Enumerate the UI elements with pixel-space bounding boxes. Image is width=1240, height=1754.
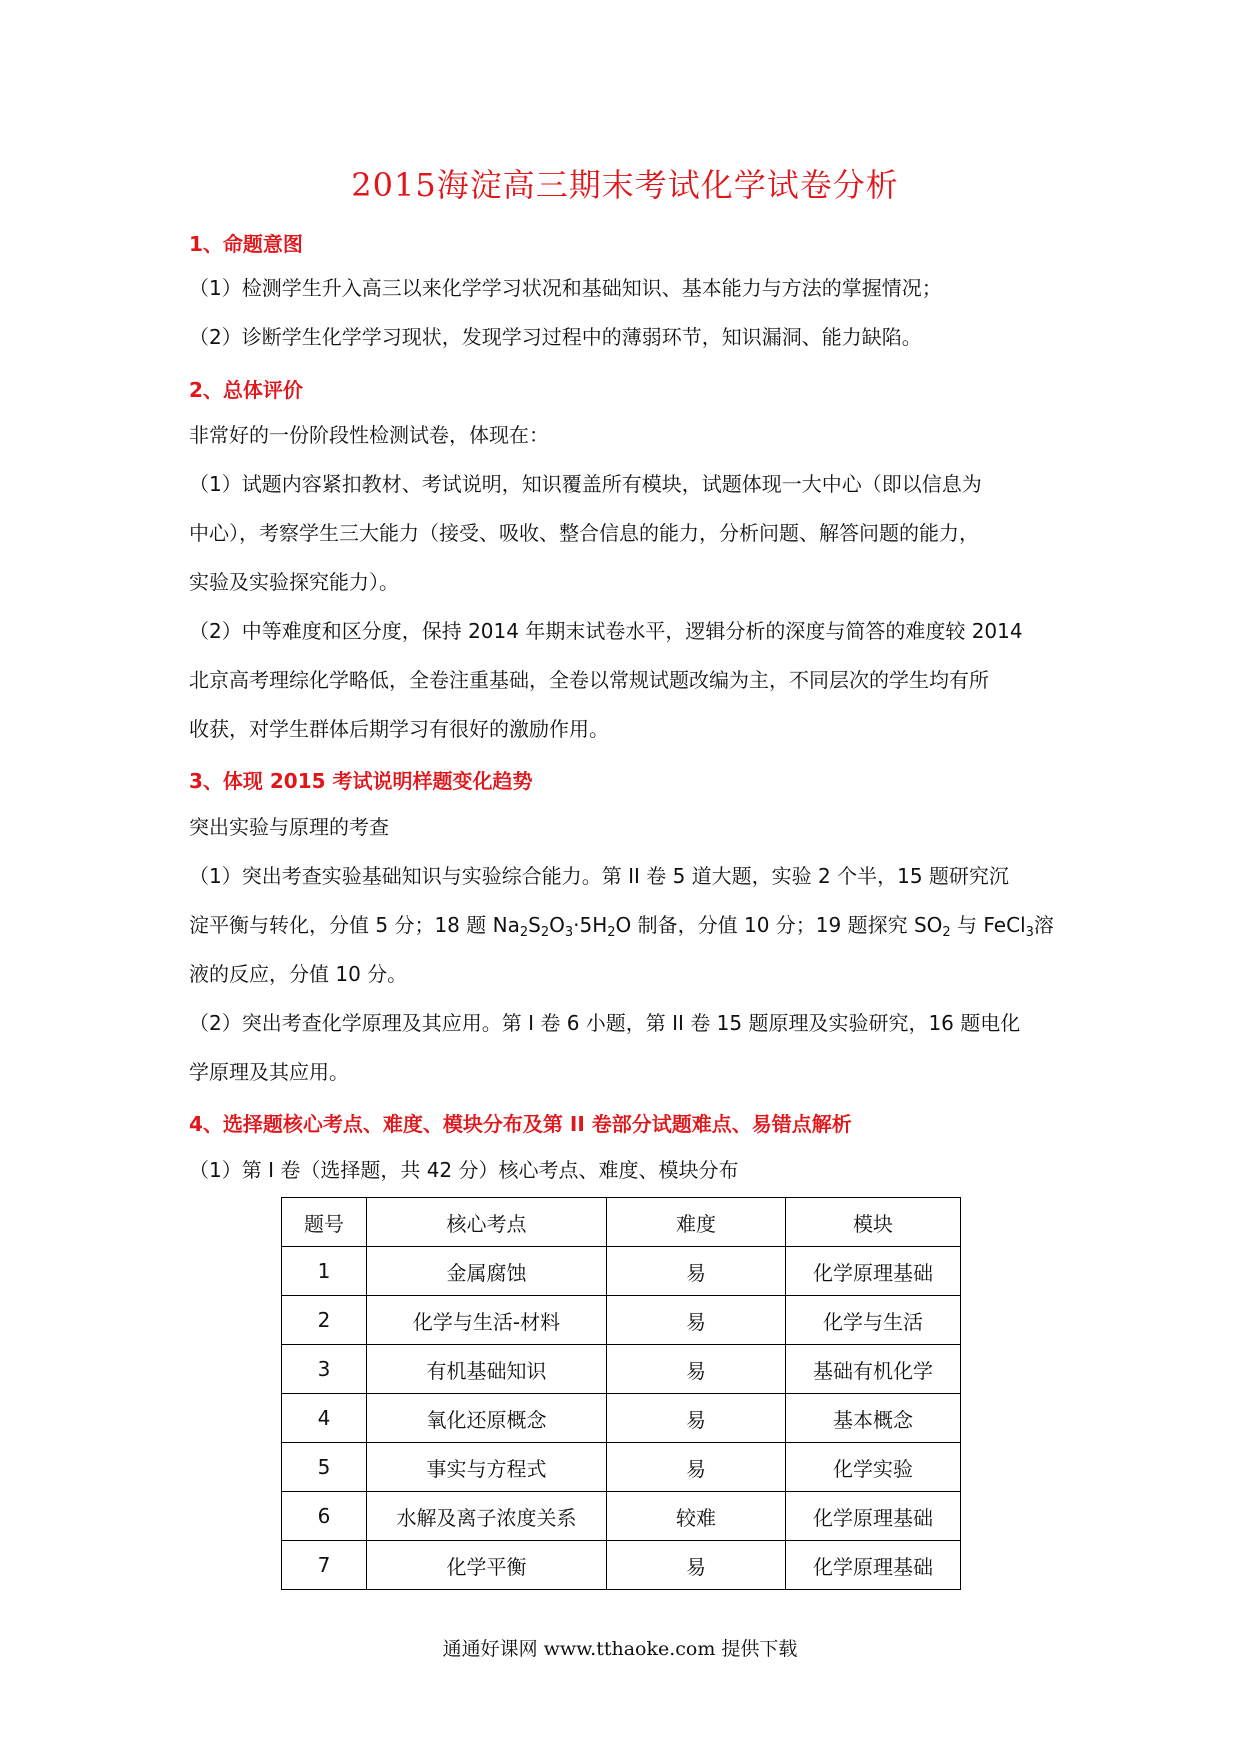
table-cell: 4 — [282, 1394, 367, 1443]
table-row — [282, 1541, 961, 1590]
table-cell: 易 — [607, 1443, 786, 1492]
page-footer: 通通好课网 www.tthaoke.com 提供下载 — [442, 1638, 798, 1660]
table-cell: 基础有机化学 — [786, 1345, 961, 1394]
table-cell: 水解及离子浓度关系 — [367, 1492, 607, 1541]
table-row — [282, 1247, 961, 1296]
paragraph-line: （2）突出考查化学原理及其应用。第 I 卷 6 小题，第 II 卷 15 题原理及实验研究，16 题电化 — [189, 1011, 1021, 1035]
paragraph-line-formula: 淀平衡与转化，分值 5 分；18 题 $Na_2S_2O_3\cdot 5H_2O$ 制备，分值 10 分；19 题探究 $SO_2$ 与 FeCl$_3$溶 — [189, 913, 1054, 940]
paragraph-line: 收获，对学生群体后期学习有很好的激励作用。 — [189, 717, 609, 741]
table-cell: 易 — [607, 1345, 786, 1394]
table-row — [282, 1394, 961, 1443]
table-header-cell: 核心考点 — [367, 1198, 607, 1247]
table-header-row — [282, 1198, 961, 1247]
table-cell: 金属腐蚀 — [367, 1247, 607, 1296]
table-cell: 易 — [607, 1541, 786, 1590]
table-cell: 7 — [282, 1541, 367, 1590]
table-cell: 氧化还原概念 — [367, 1394, 607, 1443]
table-cell: 化学原理基础 — [786, 1247, 961, 1296]
table-cell: 5 — [282, 1443, 367, 1492]
paragraph-line: 中心），考察学生三大能力（接受、吸收、整合信息的能力，分析问题、解答问题的能力， — [189, 521, 979, 545]
section-2-heading: 2、总体评价 — [189, 378, 303, 402]
paragraph-line: （2）中等难度和区分度，保持 2014 年期末试卷水平，逻辑分析的深度与简答的难度较 2014 — [189, 619, 1023, 643]
paragraph-line: （2）诊断学生化学学习现状，发现学习过程中的薄弱环节，知识漏洞、能力缺陷。 — [189, 325, 922, 349]
section-4-heading: 4、选择题核心考点、难度、模块分布及第 II 卷部分试题难点、易错点解析 — [189, 1112, 852, 1136]
table-cell: 化学平衡 — [367, 1541, 607, 1590]
table-cell: 易 — [607, 1296, 786, 1345]
table-cell: 1 — [282, 1247, 367, 1296]
paragraph-line: 非常好的一份阶段性检测试卷，体现在： — [189, 423, 549, 447]
paragraph-line: （1）突出考查实验基础知识与实验综合能力。第 II 卷 5 道大题，实验 2 个半，15 题研究沉 — [189, 864, 1009, 888]
table-cell: 6 — [282, 1492, 367, 1541]
paragraph-line: 学原理及其应用。 — [189, 1060, 349, 1084]
table-row — [282, 1492, 961, 1541]
section-1-heading: 1、命题意图 — [189, 232, 303, 256]
table-cell: 化学原理基础 — [786, 1541, 961, 1590]
table-cell: 化学与生活-材料 — [367, 1296, 607, 1345]
table-cell: 易 — [607, 1394, 786, 1443]
table-cell: 3 — [282, 1345, 367, 1394]
section-4-body — [189, 1146, 1061, 1195]
table-row — [282, 1296, 961, 1345]
table-cell: 2 — [282, 1296, 367, 1345]
table-cell: 有机基础知识 — [367, 1345, 607, 1394]
page-title: 2015海淀高三期末考试化学试卷分析 — [351, 166, 899, 204]
section-3-heading: 3、体现 2015 考试说明样题变化趋势 — [189, 769, 533, 793]
table-cell: 较难 — [607, 1492, 786, 1541]
paragraph-line: （1）第 I 卷（选择题，共 42 分）核心考点、难度、模块分布 — [189, 1158, 739, 1182]
exam-question-table — [281, 1197, 961, 1590]
table-cell: 化学原理基础 — [786, 1492, 961, 1541]
section-2-body — [189, 411, 1061, 754]
paragraph-line: 液的反应，分值 10 分。 — [189, 962, 408, 986]
section-1-body — [189, 264, 1061, 362]
table-header-cell: 模块 — [786, 1198, 961, 1247]
paragraph-line: 突出实验与原理的考查 — [189, 815, 389, 839]
table-row — [282, 1443, 961, 1492]
paragraph-line: （1）试题内容紧扣教材、考试说明，知识覆盖所有模块，试题体现一大中心（即以信息为 — [189, 472, 982, 496]
table-cell: 易 — [607, 1247, 786, 1296]
table-cell: 化学实验 — [786, 1443, 961, 1492]
table-cell: 事实与方程式 — [367, 1443, 607, 1492]
section-3-body — [189, 803, 1061, 1097]
table-header-cell: 难度 — [607, 1198, 786, 1247]
table-row — [282, 1345, 961, 1394]
paragraph-line: 北京高考理综化学略低，全卷注重基础，全卷以常规试题改编为主，不同层次的学生均有所 — [189, 668, 989, 692]
table-cell: 化学与生活 — [786, 1296, 961, 1345]
table-cell: 基本概念 — [786, 1394, 961, 1443]
table-header-cell: 题号 — [282, 1198, 367, 1247]
paragraph-line: （1）检测学生升入高三以来化学学习状况和基础知识、基本能力与方法的掌握情况； — [189, 276, 942, 300]
paragraph-line: 实验及实验探究能力）。 — [189, 570, 399, 594]
